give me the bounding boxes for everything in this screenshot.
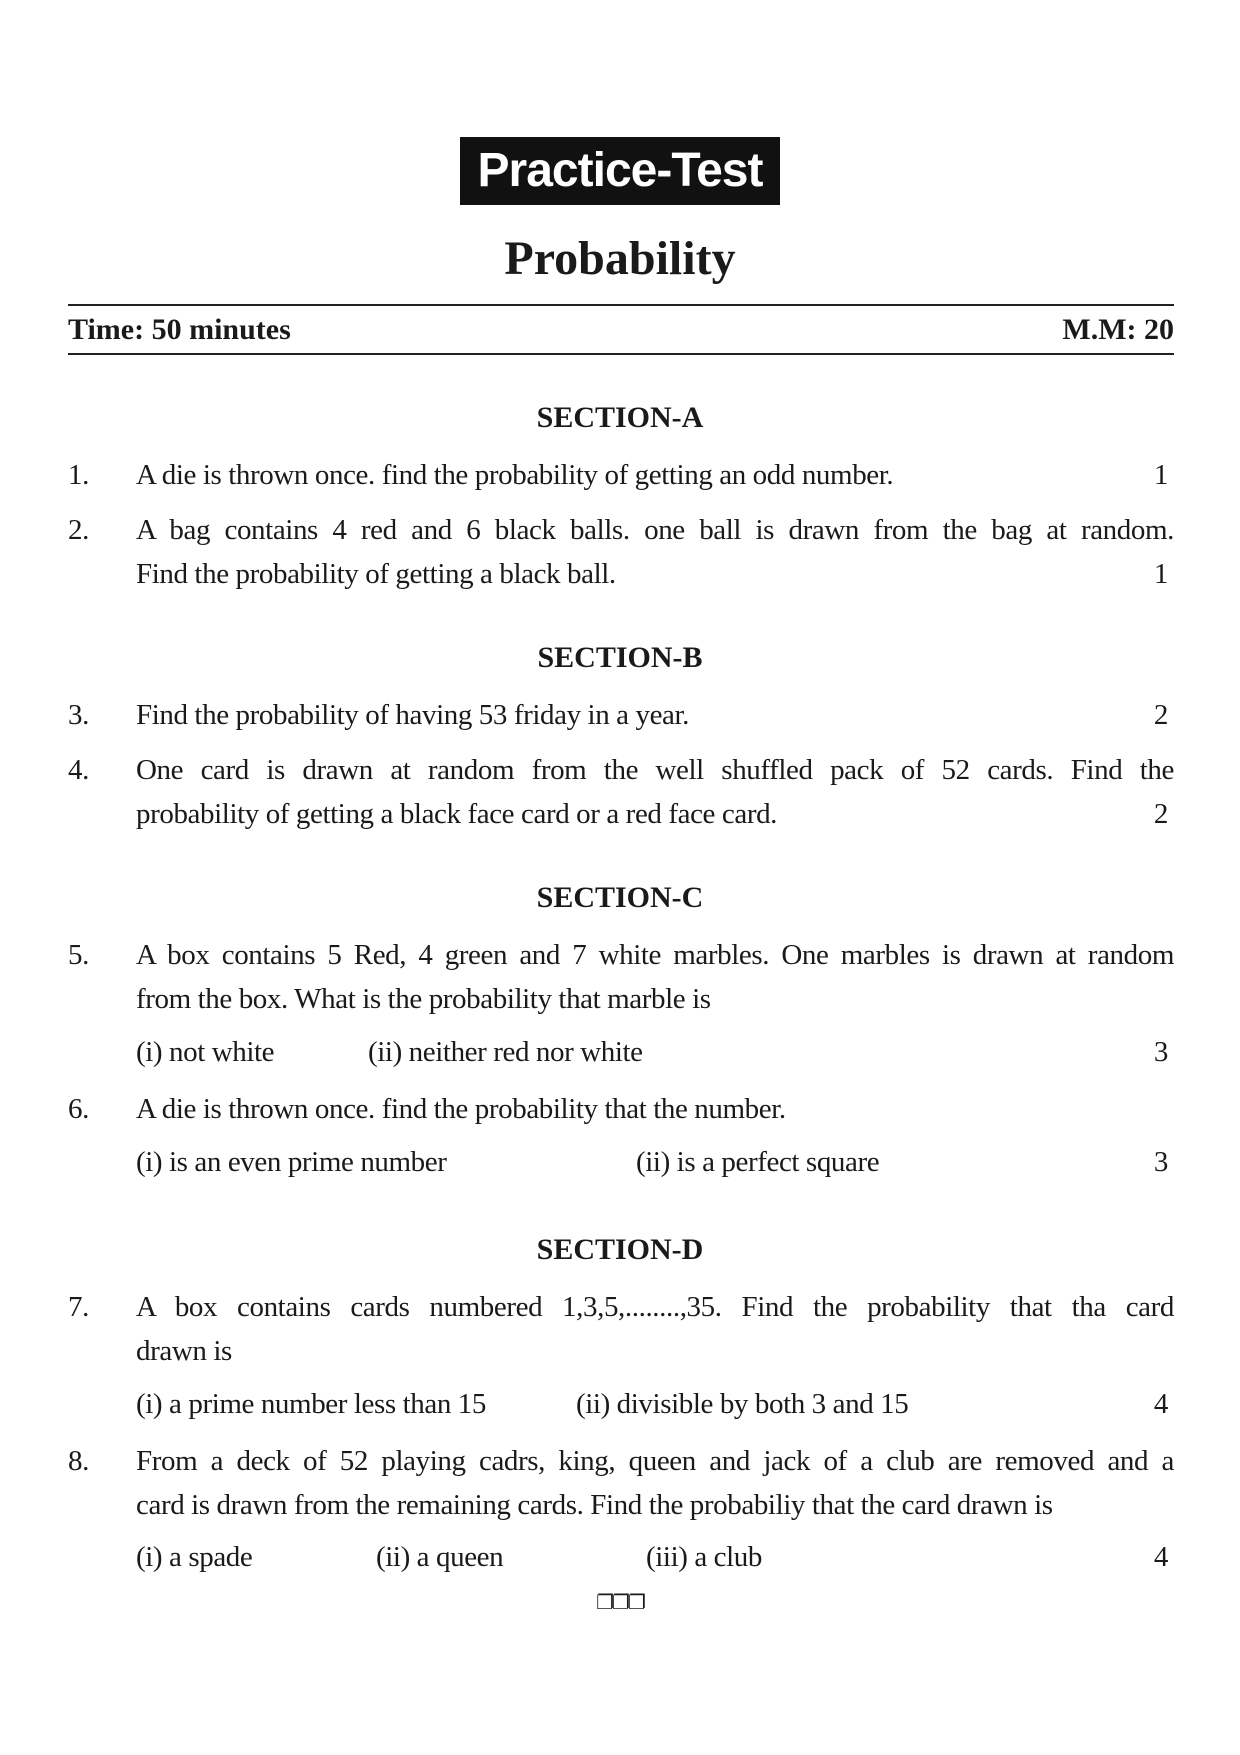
- question-3: [68, 693, 1174, 737]
- option-i: (i) a spade: [136, 1541, 253, 1573]
- question-line-2: from the box. What is the probability that marble is: [136, 983, 711, 1015]
- question-marks: 3: [1153, 1146, 1168, 1178]
- option-ii: (ii) neither red nor white: [368, 1036, 643, 1068]
- question-marks: 2: [1153, 798, 1168, 830]
- question-text: A die is thrown once. find the probability that the number.: [136, 1093, 786, 1125]
- top-rule: [68, 304, 1174, 306]
- question-4: [68, 748, 1174, 836]
- question-6: [68, 1087, 1174, 1131]
- question-line-2: probability of getting a black face card or a red face card.: [136, 798, 778, 830]
- question-number: 6.: [68, 1093, 89, 1125]
- question-text: A die is thrown once. find the probability of getting an odd number.: [136, 459, 894, 491]
- banner-wrap: [0, 137, 1240, 205]
- question-line-1: A box contains 5 Red, 4 green and 7 white marbles. One marbles is drawn at random: [136, 939, 1174, 971]
- practice-test-banner: Practice-Test: [460, 137, 781, 205]
- question-marks: 1: [1153, 558, 1168, 590]
- question-marks: 4: [1153, 1541, 1168, 1573]
- option-i: (i) is an even prime number: [136, 1146, 447, 1178]
- option-iii: (iii) a club: [646, 1541, 762, 1573]
- question-7: [68, 1285, 1174, 1373]
- question-text: [136, 508, 1174, 596]
- option-i: (i) not white: [136, 1036, 275, 1068]
- option-ii: (ii) is a perfect square: [636, 1146, 880, 1178]
- section-b-title: SECTION-B: [537, 641, 703, 674]
- question-number: 4.: [68, 754, 89, 786]
- option-ii: (ii) divisible by both 3 and 15: [576, 1388, 909, 1420]
- section-d-title: SECTION-D: [536, 1233, 704, 1266]
- question-number: 8.: [68, 1445, 89, 1477]
- option-i: (i) a prime number less than 15: [136, 1388, 487, 1420]
- question-line-2: drawn is: [136, 1335, 232, 1367]
- question-text: [136, 748, 1174, 836]
- question-number: 1.: [68, 459, 89, 491]
- question-5: [68, 933, 1174, 1021]
- question-line-1: A bag contains 4 red and 6 black balls. one ball is drawn from the bag at random.: [136, 514, 1174, 546]
- section-a-title: SECTION-A: [536, 401, 704, 434]
- question-2: [68, 508, 1174, 596]
- option-ii: (ii) a queen: [376, 1541, 504, 1573]
- question-number: 2.: [68, 514, 89, 546]
- end-of-page-mark: ❐❐❐: [596, 1590, 644, 1614]
- question-text: [136, 933, 1174, 1021]
- question-marks: 1: [1153, 459, 1168, 491]
- question-text: [136, 1439, 1174, 1527]
- question-text: [136, 1285, 1174, 1373]
- question-line-2: Find the probability of getting a black ball.: [136, 558, 616, 590]
- question-number: 3.: [68, 699, 89, 731]
- question-line-1: From a deck of 52 playing cadrs, king, queen and jack of a club are removed and a: [136, 1445, 1174, 1477]
- question-text: Find the probability of having 53 friday in a year.: [136, 699, 690, 731]
- time-label: Time: 50 minutes: [68, 313, 291, 346]
- bottom-rule: [68, 353, 1174, 355]
- subject-title: Probability: [504, 232, 736, 285]
- question-1: [68, 453, 1174, 497]
- question-marks: 2: [1153, 699, 1168, 731]
- question-number: 5.: [68, 939, 89, 971]
- question-marks: 3: [1153, 1036, 1168, 1068]
- question-number: 7.: [68, 1291, 89, 1323]
- question-line-2: card is drawn from the remaining cards. Find the probabiliy that the card drawn is: [136, 1489, 1053, 1521]
- question-line-1: One card is drawn at random from the well shuffled pack of 52 cards. Find the: [136, 754, 1174, 786]
- question-marks: 4: [1153, 1388, 1168, 1420]
- question-8: [68, 1439, 1174, 1527]
- max-marks-label: M.M: 20: [1062, 313, 1174, 346]
- section-c-title: SECTION-C: [536, 881, 704, 914]
- meta-row: [68, 312, 1174, 348]
- question-line-1: A box contains cards numbered 1,3,5,........,35. Find the probability that tha card: [136, 1291, 1174, 1323]
